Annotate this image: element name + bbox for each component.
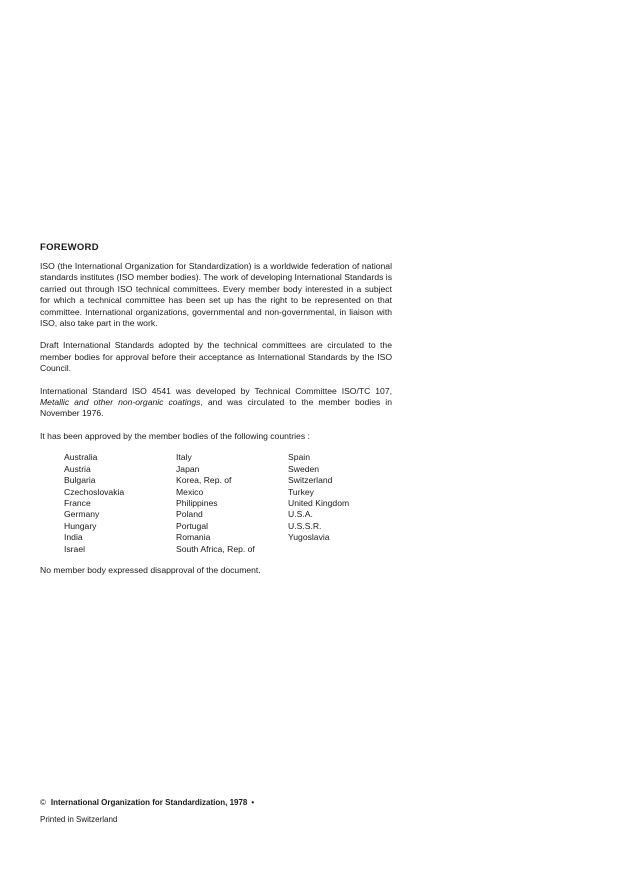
country-column-3 bbox=[288, 452, 400, 555]
country-item: Poland bbox=[176, 509, 203, 520]
country-item: Romania bbox=[176, 532, 211, 543]
country-item: Bulgaria bbox=[64, 475, 96, 486]
country-item: India bbox=[64, 532, 83, 543]
country-item: Israel bbox=[64, 543, 86, 554]
country-item: U.S.A. bbox=[288, 509, 313, 520]
country-item: France bbox=[64, 497, 91, 508]
iso-intro-paragraph: ISO (the International Organization for Standardization) is a worldwide federation of national standards institutes (ISO member bodies). The work of developing International Standards is carried out through ISO technical committees. Every member body interested in a subject for which a technical committee has been set up has the right to be represented on that committee. International organizations, governmental and non-governmental, in liaison with ISO, also take part in the work. bbox=[40, 261, 392, 329]
country-item: Hungary bbox=[64, 520, 97, 531]
country-item: Yugoslavia bbox=[288, 532, 330, 543]
country-item: Japan bbox=[176, 463, 200, 474]
closing-statement: No member body expressed disapproval of the document. bbox=[40, 564, 261, 575]
country-item: Korea, Rep. of bbox=[176, 475, 232, 486]
country-item: Portugal bbox=[176, 520, 209, 531]
printed-in-note: Printed in Switzerland bbox=[40, 815, 118, 824]
country-item: Italy bbox=[176, 452, 192, 463]
country-item: Turkey bbox=[288, 486, 314, 497]
country-item: Germany bbox=[64, 509, 100, 520]
country-item: United Kingdom bbox=[288, 497, 350, 508]
foreword-section bbox=[40, 242, 392, 576]
copyright-line bbox=[40, 797, 254, 808]
standard-development-paragraph bbox=[40, 386, 392, 420]
country-item: Switzerland bbox=[288, 475, 333, 486]
draft-standards-paragraph: Draft International Standards adopted by the technical committees are circulated to the member bodies for approval before their acceptance as International Standards by the ISO Council. bbox=[40, 340, 392, 374]
foreword-heading: FOREWORD bbox=[40, 242, 99, 253]
country-item: Spain bbox=[288, 452, 310, 463]
standard-text-before: International Standard ISO 4541 was developed by Technical Committee ISO/TC 107, bbox=[40, 385, 392, 396]
country-item: South Africa, Rep. of bbox=[176, 543, 255, 554]
standard-text-after: , and was circulated to the member bodies in November 1976. bbox=[40, 397, 392, 419]
bullet-icon: • bbox=[251, 798, 255, 807]
country-item: Mexico bbox=[176, 486, 204, 497]
country-item: Philippines bbox=[176, 497, 218, 508]
country-item: Czechoslovakia bbox=[64, 486, 125, 497]
approval-intro: It has been approved by the member bodies of the following countries : bbox=[40, 430, 310, 441]
country-column-1 bbox=[64, 452, 176, 555]
country-item: Austria bbox=[64, 463, 91, 474]
country-list bbox=[64, 452, 392, 555]
copyright-symbol: © bbox=[40, 798, 46, 807]
country-item: U.S.S.R. bbox=[288, 520, 322, 531]
committee-title: Metallic and other non-organic coatings bbox=[40, 397, 201, 408]
country-item: Sweden bbox=[288, 463, 320, 474]
country-item: Australia bbox=[64, 452, 98, 463]
country-column-2 bbox=[176, 452, 288, 555]
copyright-text: International Organization for Standardization, 1978 bbox=[50, 798, 248, 807]
